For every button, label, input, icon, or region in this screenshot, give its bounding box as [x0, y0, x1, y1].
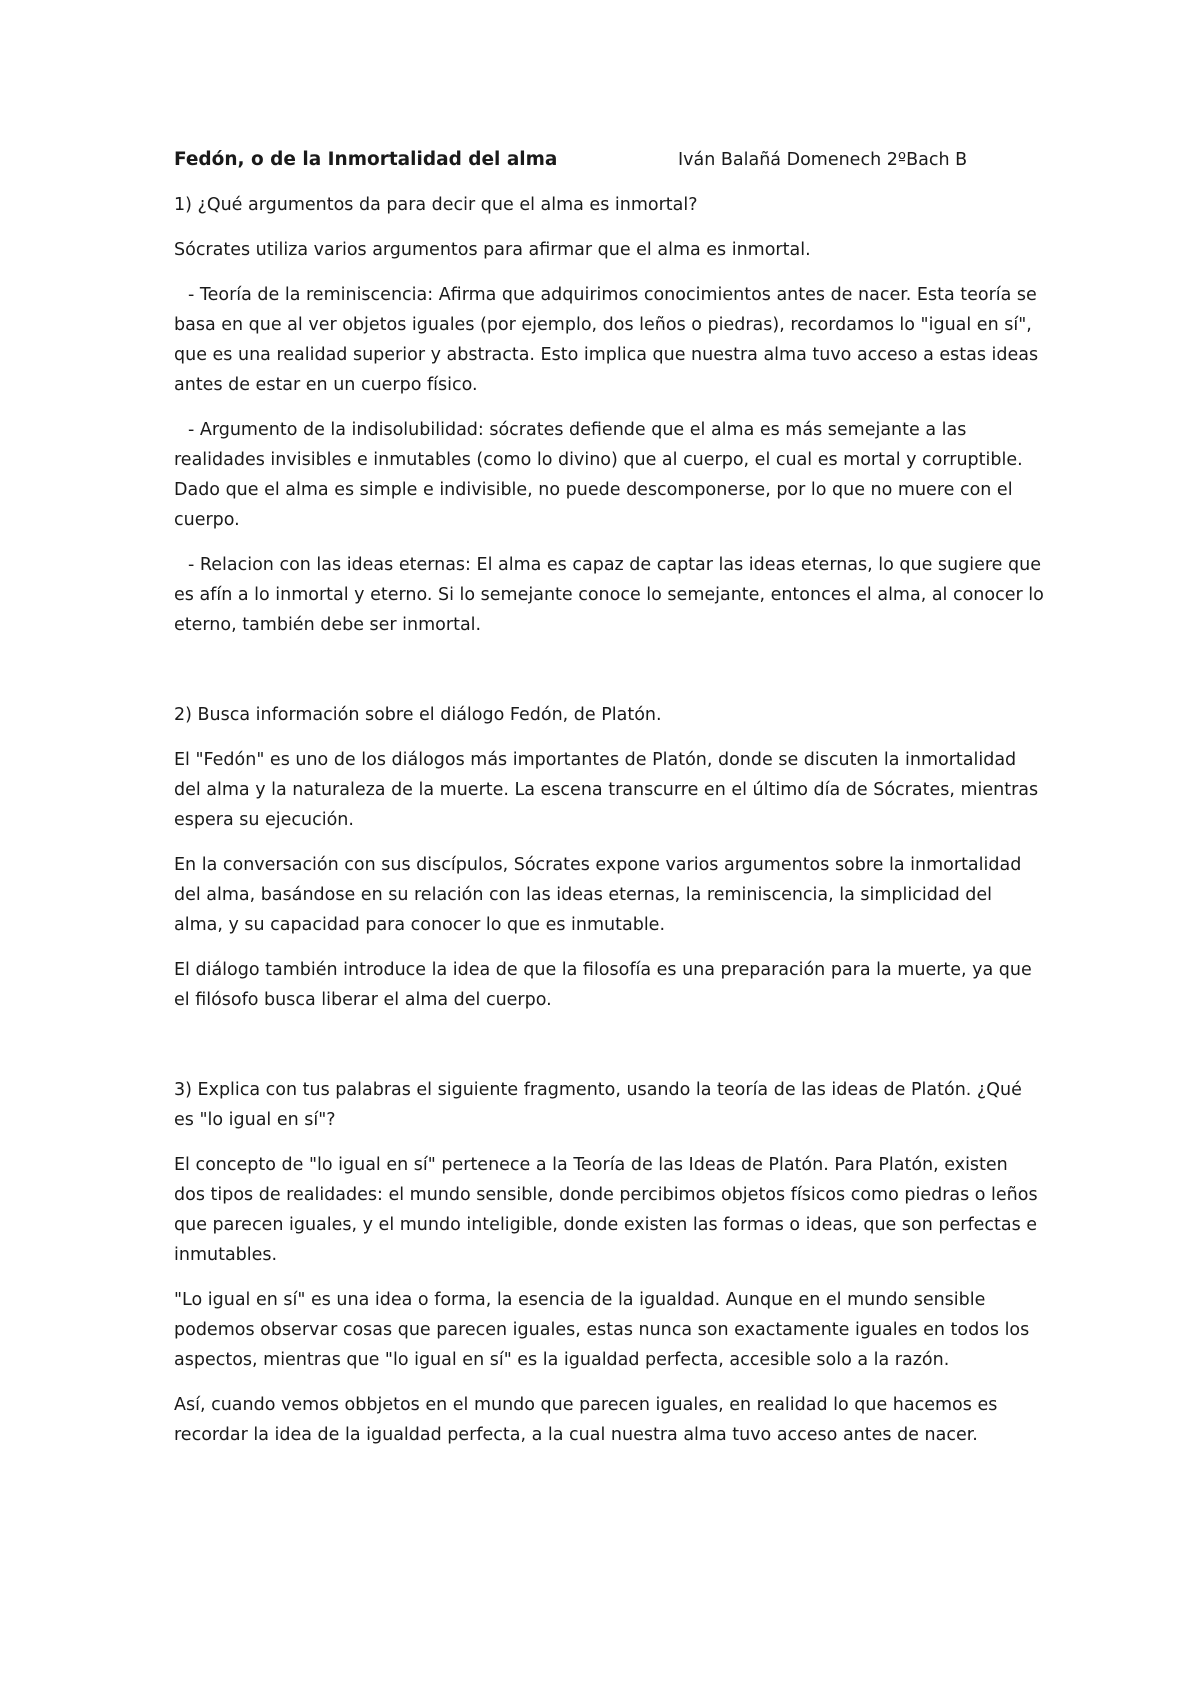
- document-title: Fedón, o de la Inmortalidad del alma: [174, 149, 558, 170]
- paragraph: - Argumento de la indisolubilidad: sócrates defiende que el alma es más semejante a las realidades invisibles e inmutables (como lo divino) que al cuerpo, el cual es mortal y corruptible. Dado que el alma es simple e indivisible, no puede descomponerse, por lo que no muere con el cuerpo.: [174, 420, 1023, 530]
- question-1: 1) ¿Qué argumentos da para decir que el alma es inmortal?: [174, 195, 698, 215]
- paragraph: Sócrates utiliza varios argumentos para afirmar que el alma es inmortal.: [174, 240, 811, 260]
- paragraph: En la conversación con sus discípulos, Sócrates expone varios argumentos sobre la inmortalidad del alma, basándose en su relación con las ideas eternas, la reminiscencia, la simplicidad del alma, y su capacidad para conocer lo que es inmutable.: [174, 855, 1022, 935]
- question-2: 2) Busca información sobre el diálogo Fedón, de Platón.: [174, 705, 662, 725]
- paragraph: El concepto de "lo igual en sí" pertenece a la Teoría de las Ideas de Platón. Para Platón, existen dos tipos de realidades: el mundo sensible, donde percibimos objetos físicos como piedras o leños que parecen iguales, y el mundo inteligible, donde existen las formas o ideas, que son perfectas e inmutables.: [174, 1155, 1038, 1265]
- paragraph: - Teoría de la reminiscencia: Afirma que adquirimos conocimientos antes de nacer. Esta teoría se basa en que al ver objetos iguales (por ejemplo, dos leños o piedras), recordamos lo "igual en sí", que es una realidad superior y abstracta. Esto implica que nuestra alma tuvo acceso a estas ideas antes de estar en un cuerpo físico.: [174, 285, 1039, 395]
- paragraph: - Relacion con las ideas eternas: El alma es capaz de captar las ideas eternas, lo que sugiere que es afín a lo inmortal y eterno. Si lo semejante conoce lo semejante, entonces el alma, al conocer lo eterno, también debe ser inmortal.: [174, 555, 1044, 635]
- paragraph: El "Fedón" es uno de los diálogos más importantes de Platón, donde se discuten la inmortalidad del alma y la naturaleza de la muerte. La escena transcurre en el último día de Sócrates, mientras espera su ejecución.: [174, 750, 1039, 830]
- document-header: [174, 145, 1044, 175]
- section-spacer: [174, 655, 1044, 700]
- paragraph: El diálogo también introduce la idea de que la filosofía es una preparación para la muerte, ya que el filósofo busca liberar el alma del cuerpo.: [174, 960, 1032, 1010]
- paragraph: "Lo igual en sí" es una idea o forma, la esencia de la igualdad. Aunque en el mundo sensible podemos observar cosas que parecen iguales, estas nunca son exactamente iguales en todos los aspectos, mientras que "lo igual en sí" es la igualdad perfecta, accesible solo a la razón.: [174, 1290, 1030, 1370]
- paragraph: Así, cuando vemos obbjetos en el mundo que parecen iguales, en realidad lo que hacemos es recordar la idea de la igualdad perfecta, a la cual nuestra alma tuvo acceso antes de nacer.: [174, 1395, 998, 1445]
- document-author: Iván Balañá Domenech 2ºBach B: [678, 150, 968, 170]
- question-3: 3) Explica con tus palabras el siguiente fragmento, usando la teoría de las ideas de Platón. ¿Qué es "lo igual en sí"?: [174, 1080, 1022, 1130]
- document-body: [174, 145, 1044, 1465]
- section-spacer: [174, 1030, 1044, 1075]
